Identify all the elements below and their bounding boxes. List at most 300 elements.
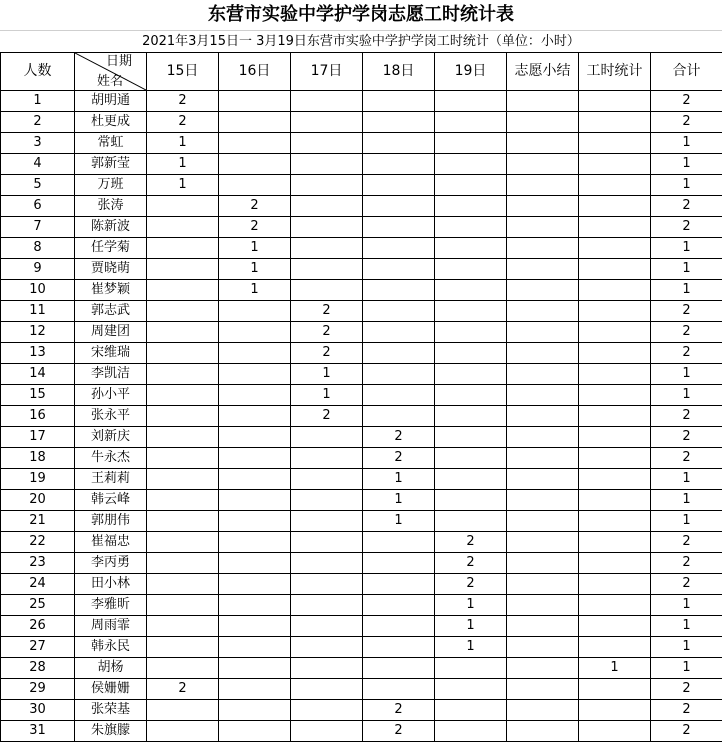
cell-day-19[interactable] [435, 448, 507, 469]
cell-summary[interactable] [507, 637, 579, 658]
cell-name[interactable]: 崔福忠 [75, 532, 147, 553]
cell-day-19[interactable] [435, 343, 507, 364]
cell-day-15[interactable] [147, 448, 219, 469]
cell-day-17[interactable] [291, 658, 363, 679]
cell-index[interactable]: 22 [1, 532, 75, 553]
cell-day-15[interactable]: 2 [147, 679, 219, 700]
cell-total[interactable]: 1 [651, 154, 722, 175]
cell-day-16[interactable] [219, 154, 291, 175]
cell-total[interactable]: 1 [651, 364, 722, 385]
cell-summary[interactable] [507, 532, 579, 553]
cell-day-15[interactable]: 1 [147, 175, 219, 196]
cell-summary[interactable] [507, 511, 579, 532]
cell-hours[interactable] [579, 679, 651, 700]
cell-total[interactable]: 1 [651, 133, 722, 154]
cell-name[interactable]: 田小林 [75, 574, 147, 595]
cell-summary[interactable] [507, 469, 579, 490]
cell-hours[interactable] [579, 196, 651, 217]
cell-day-19[interactable] [435, 301, 507, 322]
cell-hours[interactable] [579, 280, 651, 301]
cell-hours[interactable] [579, 721, 651, 742]
cell-day-15[interactable] [147, 469, 219, 490]
cell-day-18[interactable]: 2 [363, 700, 435, 721]
cell-total[interactable]: 1 [651, 175, 722, 196]
cell-index[interactable]: 6 [1, 196, 75, 217]
cell-name[interactable]: 李丙勇 [75, 553, 147, 574]
cell-day-15[interactable] [147, 595, 219, 616]
cell-day-18[interactable] [363, 175, 435, 196]
cell-day-18[interactable] [363, 658, 435, 679]
cell-day-19[interactable] [435, 238, 507, 259]
cell-day-15[interactable] [147, 406, 219, 427]
cell-total[interactable]: 1 [651, 385, 722, 406]
cell-hours[interactable] [579, 427, 651, 448]
cell-day-18[interactable] [363, 532, 435, 553]
cell-day-19[interactable] [435, 511, 507, 532]
cell-total[interactable]: 2 [651, 217, 722, 238]
cell-index[interactable]: 14 [1, 364, 75, 385]
cell-day-16[interactable] [219, 700, 291, 721]
cell-name[interactable]: 陈新波 [75, 217, 147, 238]
cell-index[interactable]: 30 [1, 700, 75, 721]
cell-day-19[interactable] [435, 154, 507, 175]
cell-day-16[interactable] [219, 658, 291, 679]
cell-hours[interactable]: 1 [579, 658, 651, 679]
cell-summary[interactable] [507, 574, 579, 595]
cell-index[interactable]: 25 [1, 595, 75, 616]
cell-index[interactable]: 12 [1, 322, 75, 343]
cell-total[interactable]: 2 [651, 700, 722, 721]
header-day-16[interactable]: 16日 [219, 53, 291, 91]
cell-day-19[interactable] [435, 217, 507, 238]
cell-day-15[interactable] [147, 616, 219, 637]
cell-day-18[interactable]: 2 [363, 427, 435, 448]
cell-name[interactable]: 周雨霏 [75, 616, 147, 637]
cell-total[interactable]: 2 [651, 721, 722, 742]
cell-day-17[interactable]: 1 [291, 385, 363, 406]
cell-summary[interactable] [507, 280, 579, 301]
cell-day-19[interactable] [435, 259, 507, 280]
cell-hours[interactable] [579, 553, 651, 574]
cell-hours[interactable] [579, 511, 651, 532]
cell-name[interactable]: 杜更成 [75, 112, 147, 133]
cell-index[interactable]: 9 [1, 259, 75, 280]
cell-day-18[interactable] [363, 217, 435, 238]
cell-day-17[interactable] [291, 196, 363, 217]
cell-day-17[interactable] [291, 427, 363, 448]
cell-summary[interactable] [507, 700, 579, 721]
cell-index[interactable]: 13 [1, 343, 75, 364]
cell-total[interactable]: 1 [651, 658, 722, 679]
cell-day-19[interactable] [435, 385, 507, 406]
cell-day-16[interactable] [219, 511, 291, 532]
cell-day-17[interactable] [291, 469, 363, 490]
cell-day-15[interactable] [147, 574, 219, 595]
cell-name[interactable]: 韩永民 [75, 637, 147, 658]
cell-day-17[interactable] [291, 280, 363, 301]
cell-summary[interactable] [507, 658, 579, 679]
cell-day-17[interactable] [291, 154, 363, 175]
cell-name[interactable]: 宋维瑞 [75, 343, 147, 364]
cell-index[interactable]: 1 [1, 91, 75, 112]
cell-total[interactable]: 2 [651, 196, 722, 217]
cell-day-17[interactable] [291, 511, 363, 532]
cell-summary[interactable] [507, 322, 579, 343]
cell-summary[interactable] [507, 679, 579, 700]
cell-day-19[interactable] [435, 658, 507, 679]
cell-day-16[interactable] [219, 532, 291, 553]
cell-hours[interactable] [579, 112, 651, 133]
cell-total[interactable]: 1 [651, 511, 722, 532]
cell-day-18[interactable] [363, 133, 435, 154]
cell-index[interactable]: 26 [1, 616, 75, 637]
cell-hours[interactable] [579, 343, 651, 364]
cell-summary[interactable] [507, 385, 579, 406]
cell-index[interactable]: 4 [1, 154, 75, 175]
cell-day-19[interactable] [435, 112, 507, 133]
cell-summary[interactable] [507, 112, 579, 133]
cell-hours[interactable] [579, 238, 651, 259]
cell-day-18[interactable] [363, 154, 435, 175]
header-day-19[interactable]: 19日 [435, 53, 507, 91]
cell-name[interactable]: 韩云峰 [75, 490, 147, 511]
cell-day-16[interactable] [219, 616, 291, 637]
cell-index[interactable]: 5 [1, 175, 75, 196]
cell-summary[interactable] [507, 175, 579, 196]
cell-hours[interactable] [579, 259, 651, 280]
cell-day-17[interactable]: 2 [291, 343, 363, 364]
header-total[interactable]: 合计 [651, 53, 722, 91]
cell-index[interactable]: 24 [1, 574, 75, 595]
cell-total[interactable]: 2 [651, 343, 722, 364]
cell-day-18[interactable] [363, 364, 435, 385]
cell-total[interactable]: 2 [651, 91, 722, 112]
cell-day-19[interactable]: 1 [435, 616, 507, 637]
cell-day-16[interactable] [219, 343, 291, 364]
cell-day-15[interactable] [147, 259, 219, 280]
cell-day-15[interactable] [147, 322, 219, 343]
cell-summary[interactable] [507, 721, 579, 742]
cell-day-15[interactable] [147, 700, 219, 721]
cell-summary[interactable] [507, 448, 579, 469]
cell-day-16[interactable]: 1 [219, 280, 291, 301]
cell-day-17[interactable] [291, 238, 363, 259]
cell-summary[interactable] [507, 490, 579, 511]
cell-name[interactable]: 刘新庆 [75, 427, 147, 448]
cell-day-17[interactable]: 2 [291, 301, 363, 322]
cell-total[interactable]: 1 [651, 259, 722, 280]
cell-name[interactable]: 王莉莉 [75, 469, 147, 490]
cell-total[interactable]: 2 [651, 553, 722, 574]
cell-hours[interactable] [579, 700, 651, 721]
cell-day-16[interactable]: 1 [219, 259, 291, 280]
cell-index[interactable]: 11 [1, 301, 75, 322]
cell-hours[interactable] [579, 133, 651, 154]
cell-day-18[interactable] [363, 301, 435, 322]
cell-hours[interactable] [579, 448, 651, 469]
header-summary[interactable]: 志愿小结 [507, 53, 579, 91]
cell-day-18[interactable] [363, 679, 435, 700]
cell-total[interactable]: 2 [651, 301, 722, 322]
cell-day-16[interactable] [219, 133, 291, 154]
cell-day-18[interactable] [363, 259, 435, 280]
cell-day-15[interactable] [147, 490, 219, 511]
cell-summary[interactable] [507, 196, 579, 217]
cell-day-19[interactable]: 2 [435, 532, 507, 553]
cell-hours[interactable] [579, 217, 651, 238]
header-day-18[interactable]: 18日 [363, 53, 435, 91]
cell-day-18[interactable] [363, 343, 435, 364]
cell-day-18[interactable]: 1 [363, 469, 435, 490]
cell-day-15[interactable]: 2 [147, 91, 219, 112]
cell-day-19[interactable] [435, 280, 507, 301]
cell-name[interactable]: 郭朋伟 [75, 511, 147, 532]
cell-day-17[interactable] [291, 532, 363, 553]
header-day-17[interactable]: 17日 [291, 53, 363, 91]
cell-day-15[interactable]: 1 [147, 133, 219, 154]
cell-hours[interactable] [579, 469, 651, 490]
cell-day-17[interactable] [291, 112, 363, 133]
cell-name[interactable]: 郭志武 [75, 301, 147, 322]
cell-day-16[interactable]: 1 [219, 238, 291, 259]
cell-day-18[interactable]: 1 [363, 511, 435, 532]
cell-index[interactable]: 17 [1, 427, 75, 448]
cell-index[interactable]: 7 [1, 217, 75, 238]
header-index[interactable]: 人数 [1, 53, 75, 91]
cell-day-16[interactable] [219, 448, 291, 469]
cell-total[interactable]: 1 [651, 616, 722, 637]
cell-day-19[interactable] [435, 196, 507, 217]
cell-hours[interactable] [579, 364, 651, 385]
cell-total[interactable]: 2 [651, 406, 722, 427]
cell-day-19[interactable]: 2 [435, 574, 507, 595]
cell-name[interactable]: 孙小平 [75, 385, 147, 406]
cell-day-15[interactable]: 2 [147, 112, 219, 133]
cell-index[interactable]: 27 [1, 637, 75, 658]
cell-name[interactable]: 侯姗姗 [75, 679, 147, 700]
cell-index[interactable]: 23 [1, 553, 75, 574]
cell-hours[interactable] [579, 91, 651, 112]
cell-name[interactable]: 常虹 [75, 133, 147, 154]
cell-index[interactable]: 15 [1, 385, 75, 406]
header-hours[interactable]: 工时统计 [579, 53, 651, 91]
cell-name[interactable]: 牛永杰 [75, 448, 147, 469]
cell-hours[interactable] [579, 532, 651, 553]
cell-name[interactable]: 崔梦颖 [75, 280, 147, 301]
cell-day-16[interactable] [219, 553, 291, 574]
cell-day-19[interactable] [435, 700, 507, 721]
cell-total[interactable]: 2 [651, 574, 722, 595]
cell-name[interactable]: 张涛 [75, 196, 147, 217]
cell-summary[interactable] [507, 259, 579, 280]
cell-day-17[interactable] [291, 259, 363, 280]
cell-day-18[interactable]: 2 [363, 448, 435, 469]
header-date-name[interactable] [75, 53, 147, 91]
cell-index[interactable]: 2 [1, 112, 75, 133]
cell-total[interactable]: 2 [651, 532, 722, 553]
cell-day-17[interactable] [291, 553, 363, 574]
cell-index[interactable]: 20 [1, 490, 75, 511]
cell-index[interactable]: 31 [1, 721, 75, 742]
cell-day-16[interactable] [219, 679, 291, 700]
cell-day-17[interactable] [291, 574, 363, 595]
cell-index[interactable]: 3 [1, 133, 75, 154]
cell-index[interactable]: 10 [1, 280, 75, 301]
cell-day-16[interactable] [219, 385, 291, 406]
cell-day-17[interactable] [291, 490, 363, 511]
cell-day-15[interactable] [147, 511, 219, 532]
cell-day-19[interactable] [435, 427, 507, 448]
cell-day-19[interactable] [435, 133, 507, 154]
cell-day-19[interactable] [435, 679, 507, 700]
cell-day-18[interactable] [363, 322, 435, 343]
cell-day-16[interactable] [219, 490, 291, 511]
cell-total[interactable]: 2 [651, 427, 722, 448]
cell-day-19[interactable] [435, 91, 507, 112]
cell-day-18[interactable] [363, 616, 435, 637]
cell-day-18[interactable] [363, 91, 435, 112]
cell-day-16[interactable] [219, 469, 291, 490]
cell-day-16[interactable] [219, 91, 291, 112]
cell-day-17[interactable] [291, 637, 363, 658]
cell-index[interactable]: 21 [1, 511, 75, 532]
cell-day-19[interactable] [435, 469, 507, 490]
cell-day-15[interactable] [147, 637, 219, 658]
cell-index[interactable]: 19 [1, 469, 75, 490]
cell-day-16[interactable]: 2 [219, 217, 291, 238]
cell-day-16[interactable] [219, 175, 291, 196]
cell-day-15[interactable] [147, 196, 219, 217]
cell-total[interactable]: 2 [651, 322, 722, 343]
cell-day-18[interactable] [363, 595, 435, 616]
cell-day-18[interactable] [363, 196, 435, 217]
cell-name[interactable]: 胡明通 [75, 91, 147, 112]
cell-day-18[interactable] [363, 280, 435, 301]
cell-day-16[interactable] [219, 112, 291, 133]
cell-day-19[interactable]: 1 [435, 637, 507, 658]
cell-day-18[interactable] [363, 406, 435, 427]
cell-day-18[interactable] [363, 553, 435, 574]
cell-hours[interactable] [579, 616, 651, 637]
cell-hours[interactable] [579, 574, 651, 595]
cell-name[interactable]: 朱旗朦 [75, 721, 147, 742]
cell-day-16[interactable] [219, 301, 291, 322]
cell-day-15[interactable]: 1 [147, 154, 219, 175]
cell-day-19[interactable]: 2 [435, 553, 507, 574]
cell-name[interactable]: 万班 [75, 175, 147, 196]
cell-name[interactable]: 胡杨 [75, 658, 147, 679]
cell-name[interactable]: 周建团 [75, 322, 147, 343]
cell-day-18[interactable] [363, 385, 435, 406]
cell-total[interactable]: 1 [651, 238, 722, 259]
cell-summary[interactable] [507, 238, 579, 259]
cell-day-19[interactable] [435, 364, 507, 385]
cell-day-19[interactable] [435, 175, 507, 196]
cell-day-19[interactable]: 1 [435, 595, 507, 616]
cell-total[interactable]: 2 [651, 112, 722, 133]
cell-day-17[interactable] [291, 700, 363, 721]
cell-day-17[interactable] [291, 595, 363, 616]
cell-day-16[interactable] [219, 427, 291, 448]
cell-hours[interactable] [579, 637, 651, 658]
cell-summary[interactable] [507, 217, 579, 238]
cell-day-17[interactable] [291, 175, 363, 196]
cell-total[interactable]: 1 [651, 637, 722, 658]
cell-day-17[interactable] [291, 217, 363, 238]
cell-hours[interactable] [579, 385, 651, 406]
cell-name[interactable]: 张荣基 [75, 700, 147, 721]
cell-day-15[interactable] [147, 301, 219, 322]
cell-total[interactable]: 2 [651, 679, 722, 700]
cell-day-16[interactable] [219, 637, 291, 658]
cell-total[interactable]: 1 [651, 280, 722, 301]
cell-day-15[interactable] [147, 553, 219, 574]
cell-day-18[interactable]: 1 [363, 490, 435, 511]
cell-day-17[interactable] [291, 448, 363, 469]
cell-index[interactable]: 8 [1, 238, 75, 259]
cell-hours[interactable] [579, 301, 651, 322]
cell-summary[interactable] [507, 406, 579, 427]
cell-name[interactable]: 郭新莹 [75, 154, 147, 175]
cell-name[interactable]: 李雅昕 [75, 595, 147, 616]
cell-day-15[interactable] [147, 721, 219, 742]
cell-day-19[interactable] [435, 322, 507, 343]
cell-day-18[interactable] [363, 112, 435, 133]
cell-hours[interactable] [579, 490, 651, 511]
cell-hours[interactable] [579, 595, 651, 616]
cell-day-17[interactable] [291, 721, 363, 742]
cell-summary[interactable] [507, 616, 579, 637]
cell-total[interactable]: 1 [651, 595, 722, 616]
cell-summary[interactable] [507, 301, 579, 322]
cell-day-15[interactable] [147, 343, 219, 364]
cell-total[interactable]: 1 [651, 469, 722, 490]
cell-name[interactable]: 贾晓萌 [75, 259, 147, 280]
cell-day-17[interactable]: 2 [291, 322, 363, 343]
cell-summary[interactable] [507, 154, 579, 175]
cell-day-15[interactable] [147, 532, 219, 553]
cell-index[interactable]: 16 [1, 406, 75, 427]
cell-day-16[interactable] [219, 721, 291, 742]
cell-day-15[interactable] [147, 238, 219, 259]
cell-day-16[interactable] [219, 406, 291, 427]
cell-total[interactable]: 1 [651, 490, 722, 511]
cell-day-18[interactable] [363, 238, 435, 259]
cell-day-15[interactable] [147, 658, 219, 679]
cell-index[interactable]: 28 [1, 658, 75, 679]
header-day-15[interactable]: 15日 [147, 53, 219, 91]
cell-day-15[interactable] [147, 217, 219, 238]
cell-day-17[interactable] [291, 133, 363, 154]
cell-day-17[interactable]: 1 [291, 364, 363, 385]
cell-index[interactable]: 18 [1, 448, 75, 469]
cell-day-17[interactable]: 2 [291, 406, 363, 427]
cell-name[interactable]: 任学菊 [75, 238, 147, 259]
cell-day-18[interactable] [363, 637, 435, 658]
cell-day-15[interactable] [147, 364, 219, 385]
cell-summary[interactable] [507, 364, 579, 385]
cell-day-17[interactable] [291, 91, 363, 112]
cell-name[interactable]: 李凯洁 [75, 364, 147, 385]
cell-day-18[interactable] [363, 574, 435, 595]
cell-day-18[interactable]: 2 [363, 721, 435, 742]
cell-summary[interactable] [507, 427, 579, 448]
cell-day-17[interactable] [291, 616, 363, 637]
cell-day-19[interactable] [435, 490, 507, 511]
cell-summary[interactable] [507, 343, 579, 364]
cell-day-15[interactable] [147, 280, 219, 301]
cell-name[interactable]: 张永平 [75, 406, 147, 427]
